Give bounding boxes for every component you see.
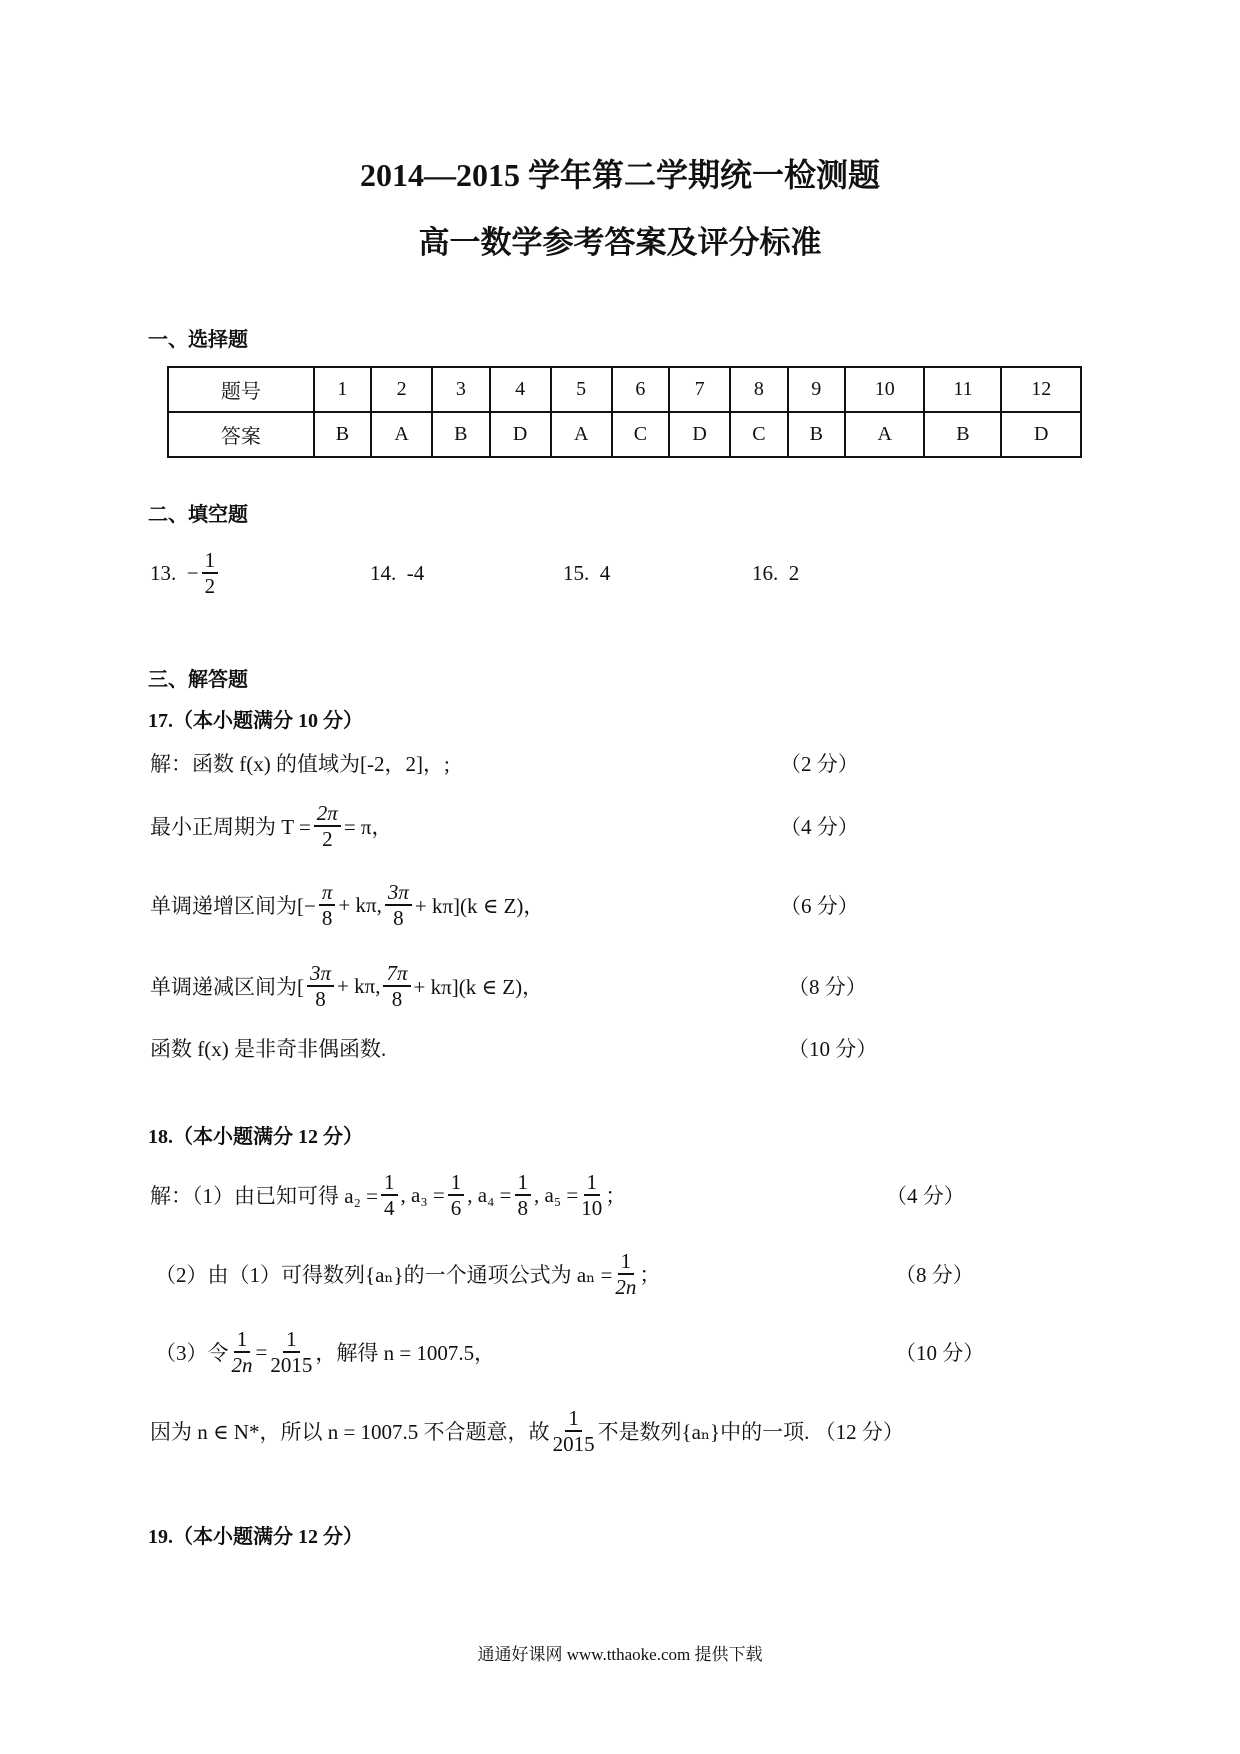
fraction [307, 961, 334, 1011]
q17-line-2 [150, 791, 859, 861]
q19-header: 19.（本小题满分 12 分） [148, 1526, 363, 1548]
item-value: -4 [406, 560, 425, 585]
q18-header: 18.（本小题满分 12 分） [148, 1126, 363, 1148]
denominator: 2015 [552, 1432, 595, 1456]
denominator: 2 [322, 827, 333, 851]
q17-line-4 [150, 951, 867, 1021]
item-label: 14. [370, 560, 397, 585]
answer-cell: C [612, 412, 669, 457]
answer-cell: B [924, 412, 1001, 457]
item-value: 4 [599, 560, 611, 585]
fraction [383, 961, 410, 1011]
fraction [615, 1249, 636, 1299]
item-label: 16. [752, 560, 779, 585]
text: , a₄ = [467, 1182, 512, 1207]
fraction [515, 1170, 532, 1220]
text: + kπ](k ∈ Z)， [414, 894, 545, 918]
question-number: 4 [490, 367, 551, 412]
answer-cell: D [669, 412, 730, 457]
question-number: 6 [612, 367, 669, 412]
question-number: 11 [924, 367, 1001, 412]
question-number: 7 [669, 367, 730, 412]
section-heading-fill: 二、填空题 [148, 504, 248, 526]
minus-sign: − [186, 560, 199, 585]
question-number: 3 [432, 367, 489, 412]
q18-line-2 [155, 1239, 974, 1309]
section-heading-choice: 一、选择题 [148, 329, 248, 351]
answer-cell: B [432, 412, 489, 457]
question-number: 2 [371, 367, 432, 412]
denominator: 4 [384, 1196, 395, 1220]
question-number: 1 [314, 367, 371, 412]
answer-cell: A [551, 412, 612, 457]
text: ，解得 n = 1007.5， [315, 1341, 496, 1365]
answer-cell: A [371, 412, 432, 457]
numerator: 3π [307, 961, 334, 987]
denominator: 2 [204, 574, 216, 598]
score: （10 分） [895, 1341, 985, 1365]
denominator: 2n [231, 1353, 253, 1377]
text: = [255, 1339, 268, 1364]
numerator: 7π [383, 961, 410, 987]
fraction [381, 1170, 398, 1220]
fill-answer-15 [563, 538, 610, 608]
q17-header: 17.（本小题满分 10 分） [148, 710, 363, 732]
denominator: 8 [517, 1196, 528, 1220]
answer-cell: B [788, 412, 845, 457]
score: （10 分） [788, 1037, 878, 1061]
text: （3）令 [155, 1341, 229, 1365]
fill-answer-16 [752, 538, 799, 608]
q17-line-3 [150, 870, 859, 940]
numerator: 1 [584, 1170, 601, 1196]
item-value: 2 [788, 560, 800, 585]
page-subtitle: 高一数学参考答案及评分标准 [418, 225, 822, 260]
answer-cell: D [490, 412, 551, 457]
denominator: 8 [321, 906, 333, 930]
text: ； [605, 1184, 627, 1208]
numerator: 1 [565, 1406, 582, 1432]
numerator: 1 [234, 1327, 251, 1353]
fraction [385, 880, 412, 930]
denominator: 6 [450, 1196, 462, 1220]
fraction [553, 1406, 595, 1456]
numerator: 2π [314, 801, 341, 827]
text: + kπ, [337, 973, 381, 998]
text: 单调递增区间为[− [150, 894, 316, 918]
text: , a₃ = [400, 1182, 445, 1207]
score: （6 分） [780, 894, 859, 918]
question-number: 12 [1001, 367, 1081, 412]
text: 因为 n ∈ N*，所以 n = 1007.5 不合题意，故 [150, 1420, 550, 1444]
item-label: 13. [150, 560, 177, 585]
q17-line-5 [150, 1013, 878, 1083]
text: （2）由（1）可得数列{aₙ}的一个通项公式为 aₙ = [155, 1263, 613, 1287]
item-label: 15. [563, 560, 590, 585]
denominator: 8 [391, 987, 403, 1011]
denominator: 8 [393, 906, 404, 930]
section-heading-solution: 三、解答题 [148, 669, 248, 691]
numerator: 3π [385, 880, 412, 906]
fraction [202, 548, 219, 598]
text: , a₅ = [534, 1182, 579, 1207]
numerator: 1 [515, 1170, 532, 1196]
fraction [314, 801, 341, 851]
text: 不是数列{aₙ}中的一项. [597, 1420, 810, 1444]
answer-cell: B [314, 412, 371, 457]
answer-cell: C [730, 412, 787, 457]
text: + kπ](k ∈ Z)， [413, 975, 544, 999]
q18-line-1 [150, 1160, 965, 1230]
page-title: 2014—2015 学年第二学期统一检测题 [359, 157, 880, 193]
numerator: 1 [448, 1170, 465, 1196]
numerator: 1 [202, 548, 219, 574]
score: （4 分） [780, 815, 859, 839]
fraction [270, 1327, 312, 1377]
q17-line-1 [150, 728, 859, 798]
denominator: 10 [581, 1196, 603, 1220]
numerator: 1 [283, 1327, 300, 1353]
answer-cell: A [845, 412, 924, 457]
q18-line-4 [150, 1396, 904, 1466]
answer-cell: D [1001, 412, 1081, 457]
page-footer: 通通好课网 www.tthaoke.com 提供下载 [477, 1645, 763, 1664]
question-number: 5 [551, 367, 612, 412]
text: + kπ, [338, 892, 382, 917]
fraction [581, 1170, 602, 1220]
score: （12 分） [814, 1420, 904, 1444]
score: （8 分） [788, 975, 867, 999]
numerator: 1 [381, 1170, 398, 1196]
text: ； [639, 1263, 661, 1287]
score: （4 分） [886, 1184, 965, 1208]
choice-answer-table [167, 366, 1082, 458]
question-number: 10 [845, 367, 924, 412]
numerator: π [319, 880, 336, 906]
question-number: 9 [788, 367, 845, 412]
row-label: 答案 [168, 412, 314, 457]
row-label: 题号 [168, 367, 314, 412]
text: 解：函数 f(x) 的值域为[-2，2]，; [150, 752, 450, 776]
denominator: 2n [615, 1275, 637, 1299]
q18-line-3 [155, 1317, 985, 1387]
numerator: 1 [618, 1249, 635, 1275]
score: （2 分） [780, 752, 859, 776]
text: 单调递减区间为[ [150, 975, 304, 999]
denominator: 2015 [270, 1353, 313, 1377]
text: 解：（1）由已知可得 a₂ = [150, 1184, 378, 1208]
fraction [232, 1327, 253, 1377]
text: 最小正周期为 T = [150, 815, 311, 839]
fraction [448, 1170, 465, 1220]
score: （8 分） [895, 1263, 974, 1287]
denominator: 8 [315, 987, 326, 1011]
fill-answer-13 [150, 538, 221, 608]
question-number: 8 [730, 367, 787, 412]
text: 函数 f(x) 是非奇非偶函数. [150, 1037, 387, 1061]
fill-answer-14 [370, 538, 424, 608]
text: = π， [343, 815, 393, 839]
fraction [319, 880, 336, 930]
